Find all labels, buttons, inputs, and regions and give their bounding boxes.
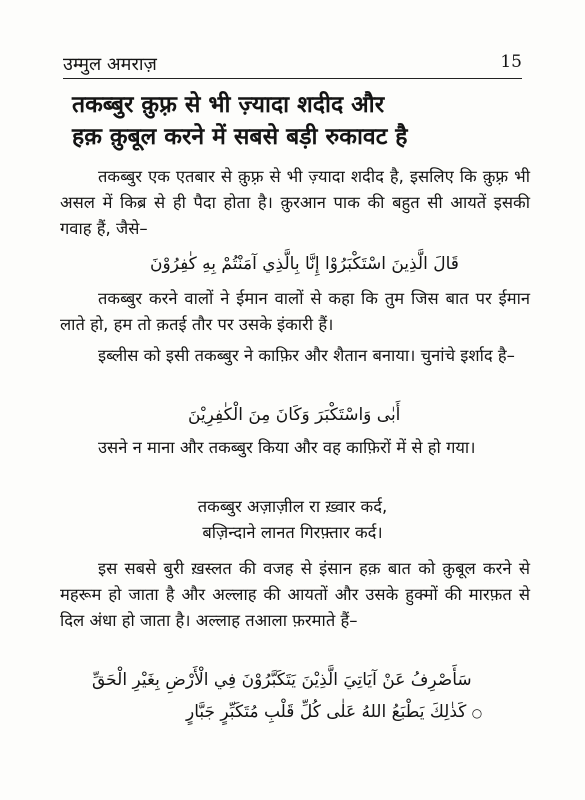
paragraph-1 [60, 164, 530, 242]
header-divider [63, 78, 522, 79]
paragraph-4-text: उसने न माना और तकब्बुर किया और वह काफ़िरों में से हो गया। [98, 438, 476, 457]
section-heading-line-2: हक़ क़ुबूल करने में सबसे बड़ी रुकावट है [72, 124, 408, 150]
paragraph-2-text: तकब्बुर करने वालों ने ईमान वालों से कहा कि तुम जिस बात पर ईमान लाते हो, हम तो क़तई तौर पर उसके इंकारी हैं। [60, 289, 530, 334]
section-heading-line-1: तकब्बुर क़ुफ़्र से भी ज़्यादा शदीद और [72, 92, 385, 118]
paragraph-3-text: इब्लीस को इसी तकब्बुर ने काफ़िर और शैतान बनाया। चुनांचे इर्शाद है– [98, 346, 515, 365]
arabic-verse-3-line-1: سَأَصْرِفُ عَنْ آيَاتِيَ الَّذِيْنَ يَتَكَبَّرُوْنَ فِي الْأَرْضِ بِغَيْرِ الْحَقِّ [92, 670, 472, 690]
arabic-verse-2: أَبٰى وَاسْتَكْبَرَ وَكَانَ مِنَ الْكٰفِرِيْنَ [188, 405, 401, 425]
paragraph-5-text: इस सबसे बुरी ख़स्लत की वजह से इंसान हक़ बात को क़ुबूल करने से महरूम हो जाता है और अल्लाह की आयतों और उसके हुक्मों की मारफ़त से दिल अंधा हो जाता है। अल्लाह तआला फ़रमाते हैं– [60, 559, 530, 630]
persian-couplet-line-1: तकब्बुर अज़ाज़ील रा ख़्वार कर्द, [197, 497, 388, 516]
running-title: उम्मुल अमराज़ [63, 54, 157, 75]
paragraph-3 [60, 343, 530, 369]
verse-end-mark: ○ [471, 706, 483, 720]
paragraph-1-text: तकब्बुर एक एतबार से क़ुफ़्र से भी ज़्यादा शदीद है, इसलिए कि क़ुफ़्र भी असल में किब्र से ही पैदा होता है। क़ुरआन पाक की बहुत सी आयतें इसकी गवाह हैं, जैसे– [60, 167, 530, 238]
paragraph-4 [60, 435, 530, 461]
arabic-verse-3-line-2 [186, 702, 482, 722]
persian-couplet-line-2: बज़िन्दाने लानत गिरफ़्तार कर्द। [202, 523, 383, 542]
arabic-verse-1: قَالَ الَّذِينَ اسْتَكْبَرُوْا إِنَّا بِالَّذِي آمَنْتُمْ بِهِ كٰفِرُوْنَ [150, 254, 459, 274]
paragraph-5 [60, 556, 530, 634]
arabic-verse-3-line-2-text: كَذٰلِكَ يَطْبَعُ اللهُ عَلٰى كُلِّ قَلْبِ مُتَكَبِّرٍ جَبَّارٍ [186, 702, 467, 722]
paragraph-2 [60, 286, 530, 338]
page-number: 15 [500, 52, 522, 72]
page-header [63, 52, 522, 78]
